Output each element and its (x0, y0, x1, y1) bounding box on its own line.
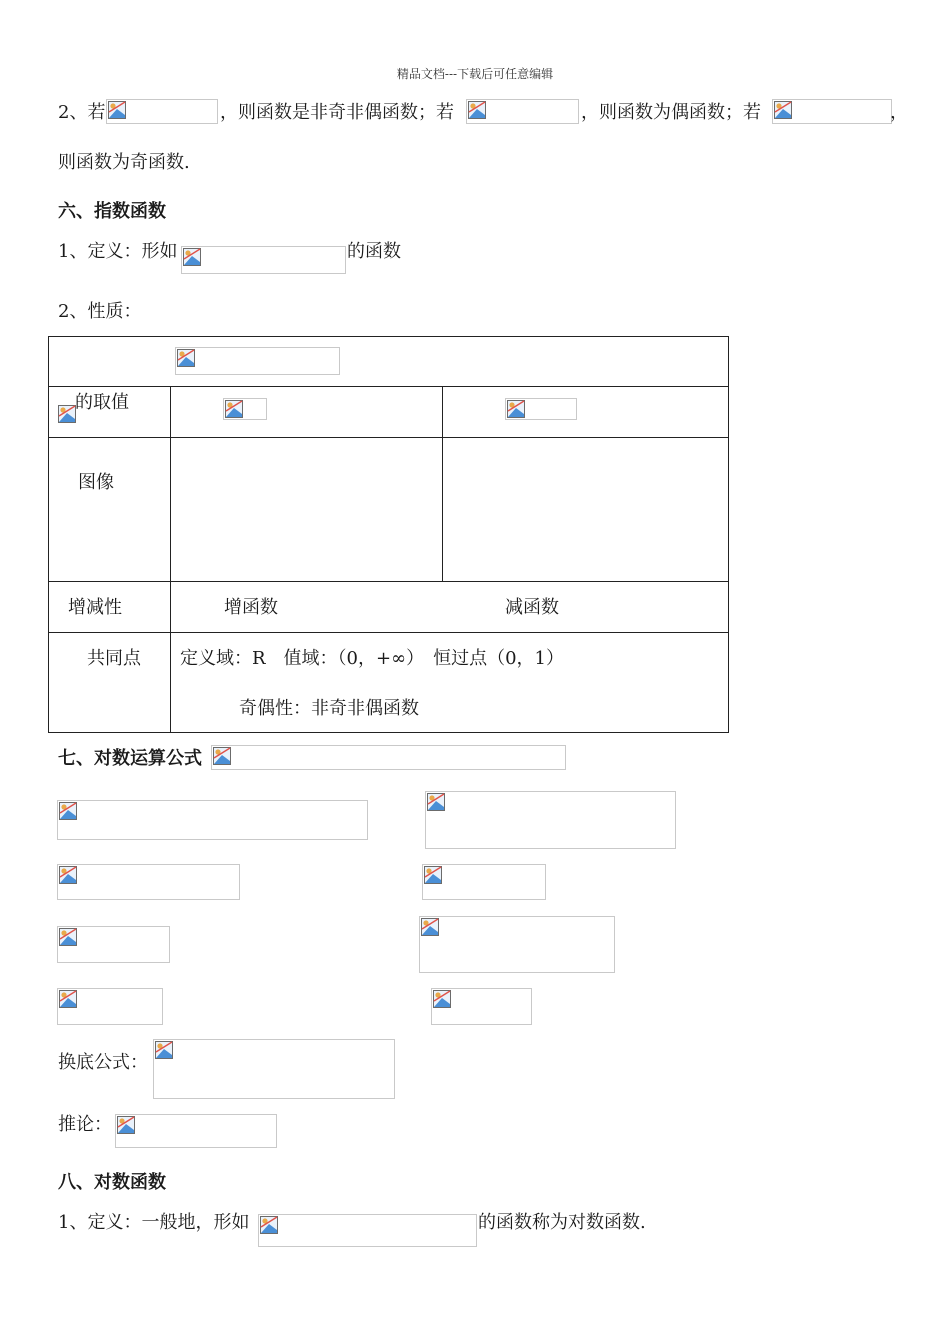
section6-title: 六、指数函数 (58, 201, 166, 222)
formula-image (57, 926, 170, 963)
common-line-2: 奇偶性：非奇非偶函数 (239, 698, 419, 719)
formula-image (115, 1114, 277, 1148)
section6-def-suffix: 的函数 (347, 241, 401, 262)
broken-image-icon (58, 801, 78, 821)
broken-image-icon (426, 792, 446, 812)
section8-title: 八、对数函数 (58, 1172, 166, 1193)
broken-image-icon (467, 100, 487, 120)
row-common-label: 共同点 (87, 648, 141, 669)
formula-image (181, 246, 346, 274)
section8-def-suffix: 的函数称为对数函数. (478, 1212, 646, 1233)
broken-image-icon (773, 100, 793, 120)
formula-image (419, 916, 615, 973)
broken-image-icon (506, 399, 526, 419)
formula-image (425, 791, 676, 849)
broken-image-icon (116, 1115, 136, 1135)
row-mono-label: 增减性 (68, 597, 122, 618)
broken-image-icon (224, 399, 244, 419)
para2-line2: 则函数为奇函数. (58, 152, 190, 173)
broken-image-icon (58, 927, 78, 947)
page-header: 精品文档---下载后可任意编辑 (396, 67, 554, 81)
section7-title: 七、对数运算公式 (58, 748, 202, 769)
formula-image (466, 99, 579, 124)
formula-image (431, 988, 532, 1025)
increasing-text: 增函数 (224, 597, 278, 618)
broken-image-icon (58, 865, 78, 885)
formula-image (106, 99, 218, 124)
broken-image-icon (154, 1040, 174, 1060)
broken-image-icon (420, 917, 440, 937)
broken-image-icon (58, 989, 78, 1009)
change-of-base-label: 换底公式： (58, 1052, 148, 1073)
broken-image-icon (57, 404, 77, 424)
section8-def-prefix: 1、定义：一般地，形如 (58, 1212, 250, 1233)
broken-image-icon (176, 348, 196, 368)
row-graph-label: 图像 (78, 472, 114, 493)
broken-image-icon (212, 746, 232, 766)
formula-image (57, 800, 368, 840)
formula-image (258, 1214, 477, 1247)
formula-image (422, 864, 546, 900)
row-value-label: 的取值 (75, 392, 129, 413)
formula-image (153, 1039, 395, 1099)
broken-image-icon (423, 865, 443, 885)
decreasing-text: 减函数 (505, 597, 559, 618)
para2-text-1: 2、若 (58, 102, 106, 123)
para2-text-4: ， (890, 102, 908, 123)
formula-image (57, 864, 240, 900)
formula-image (175, 347, 340, 375)
broken-image-icon (259, 1215, 279, 1235)
broken-image-icon (182, 247, 202, 267)
common-line-1: 定义域：R 值域：（0，+∞） 恒过点（0，1） (180, 648, 564, 669)
section6-def-prefix: 1、定义：形如 (58, 241, 178, 262)
corollary-label: 推论： (58, 1114, 112, 1135)
section6-prop-label: 2、性质： (58, 301, 142, 322)
para2-text-3: ，则函数为偶函数；若 (581, 102, 761, 123)
formula-image (223, 398, 267, 420)
broken-image-icon (432, 989, 452, 1009)
formula-image (211, 745, 566, 770)
formula-image (57, 404, 77, 424)
formula-image (772, 99, 892, 124)
broken-image-icon (107, 100, 127, 120)
formula-image (57, 988, 163, 1025)
para2-text-2: ，则函数是非奇非偶函数；若 (220, 102, 454, 123)
formula-image (505, 398, 577, 420)
